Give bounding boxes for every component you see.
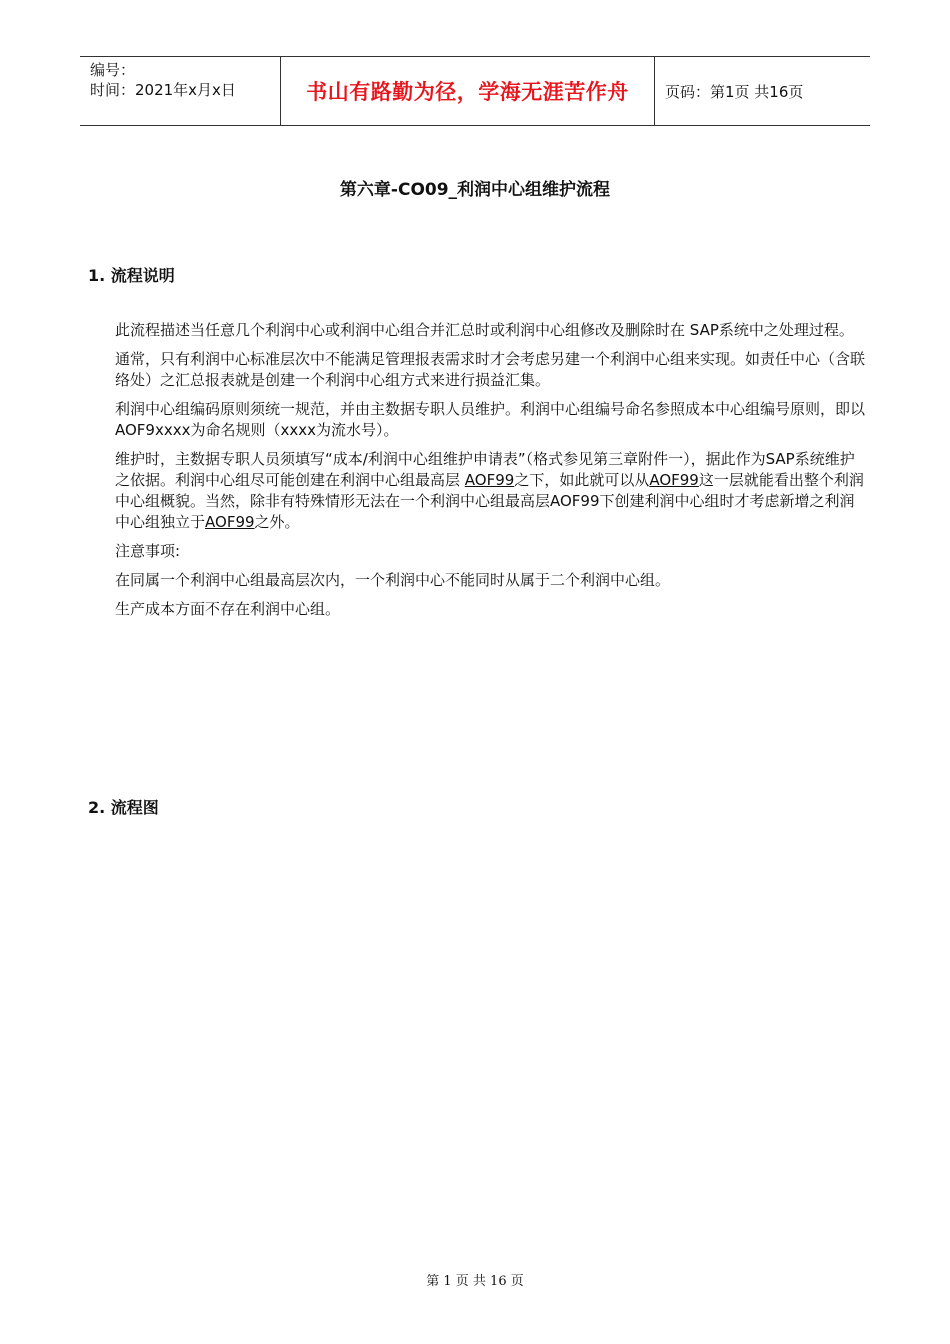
document-number-label: 编号：: [90, 61, 136, 79]
page-header: [80, 56, 870, 126]
aof99-link[interactable]: AOF99: [205, 513, 255, 531]
document-title: 第六章-CO09_利润中心组维护流程: [339, 180, 611, 200]
paragraph-text: 之下，如此就可以从: [514, 471, 650, 489]
header-page-number: 页码：第1页 共16页: [665, 82, 804, 101]
header-motto: 书山有路勤为径，学海无涯苦作舟: [281, 57, 655, 125]
note-item: 在同属一个利润中心组最高层次内，一个利润中心不能同时从属于二个利润中心组。: [115, 571, 671, 589]
paragraph: 此流程描述当任意几个利润中心或利润中心组合并汇总时或利润中心组修改及删除时在 SAP系统中之处理过程。: [115, 321, 854, 339]
paragraph-text: 之外。: [254, 513, 300, 531]
paragraph: 通常，只有利润中心标准层次中不能满足管理报表需求时才会考虑另建一个利润中心组来实现。如责任中心（含联络处）之汇总报表就是创建一个利润中心组方式来进行损益汇集。: [115, 350, 866, 389]
section-body-process-description: [115, 320, 867, 628]
paragraph-text: 这一层就能看出整个利润中心组概貌。当然，除非有特殊情形无法在一个利润中心组最高层AOF99下创建利润中心组时才考虑新增之利润中心组独立于: [115, 471, 864, 531]
paragraph-text: 维护时，主数据专职人员须填写“成本/利润中心组维护申请表”（格式参见第三章附件一），据此作为SAP系统维护之依据。利润中心组尽可能创建在利润中心组最高层: [115, 450, 855, 489]
note-item: 生产成本方面不存在利润中心组。: [115, 600, 341, 618]
aof99-link[interactable]: AOF99: [649, 471, 699, 489]
paragraph: 利润中心组编码原则须统一规范，并由主数据专职人员维护。利润中心组编号命名参照成本中心组编号原则，即以AOF9xxxx为命名规则（xxxx为流水号）。: [115, 400, 866, 439]
section-heading-process-description: 1. 流程说明: [88, 266, 175, 285]
notes-label: 注意事项:: [115, 542, 181, 560]
document-date-label: 时间：2021年x月x日: [90, 81, 236, 99]
aof99-link[interactable]: AOF99: [464, 471, 515, 489]
header-meta: [80, 57, 281, 125]
page-footer: 第 1 页 共 16 页: [426, 1274, 524, 1289]
section-heading-flowchart: 2. 流程图: [88, 798, 159, 817]
paragraph: [115, 449, 867, 533]
